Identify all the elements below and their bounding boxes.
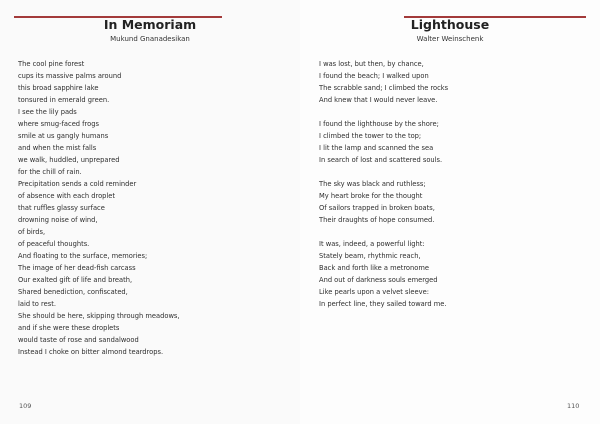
poem-line: The cool pine forest <box>18 60 85 68</box>
poem-line: Our exalted gift of life and breath, <box>18 276 133 284</box>
poem-line: I climbed the tower to the top; <box>319 132 422 140</box>
page-number: 109 <box>19 402 32 410</box>
poem-line: She should be here, skipping through meadows, <box>18 312 180 320</box>
poem-line: Precipitation sends a cold reminder <box>18 180 137 188</box>
poem-line: And floating to the surface, memories; <box>18 252 148 260</box>
poem-line: And out of darkness souls emerged <box>319 276 438 284</box>
poem-line: and when the mist falls <box>18 144 97 152</box>
poem-line: It was, indeed, a powerful light: <box>319 240 425 248</box>
poem-author: Mukund Gnanadesikan <box>110 35 190 43</box>
poem-body <box>18 58 180 358</box>
poem-title: Lighthouse <box>410 17 490 32</box>
poem-line: and if she were these droplets <box>18 324 120 332</box>
poem-line: Of sailors trapped in broken boats, <box>319 204 435 212</box>
poem-line: for the chill of rain. <box>18 168 82 176</box>
stanza-break <box>319 226 448 238</box>
poem-line: of absence with each droplet <box>18 192 116 200</box>
poem-line: cups its massive palms around <box>18 72 122 80</box>
poem-line: where smug-faced frogs <box>18 120 99 128</box>
poem-line: would taste of rose and sandalwood <box>18 336 139 344</box>
poem-line: The image of her dead-fish carcass <box>18 264 136 272</box>
poem-line: In perfect line, they sailed toward me. <box>319 300 447 308</box>
poem-line: The scrabble sand; I climbed the rocks <box>319 84 449 92</box>
poem-line: And knew that I would never leave. <box>319 96 438 104</box>
poem-line: Back and forth like a metronome <box>319 264 429 272</box>
poem-line: I see the lily pads <box>18 108 77 116</box>
poem-line: of birds, <box>18 228 46 236</box>
poem-body <box>319 58 448 310</box>
poem-line: Their draughts of hope consumed. <box>319 216 435 224</box>
poem-line: tonsured in emerald green. <box>18 96 110 104</box>
page-number: 110 <box>567 402 580 410</box>
poem-line: drowning noise of wind, <box>18 216 98 224</box>
poem-line: Stately beam, rhythmic reach, <box>319 252 421 260</box>
poem-line: I was lost, but then, by chance, <box>319 60 424 68</box>
poem-line: I lit the lamp and scanned the sea <box>319 144 434 152</box>
poem-author: Walter Weinschenk <box>416 35 484 43</box>
poem-line: this broad sapphire lake <box>18 84 99 92</box>
poem-line: Shared benediction, confiscated, <box>18 288 128 296</box>
poem-line: Like pearls upon a velvet sleeve: <box>319 288 429 296</box>
poem-line: that ruffles glassy surface <box>18 204 105 212</box>
poem-line: In search of lost and scattered souls. <box>319 156 443 164</box>
poem-line: I found the lighthouse by the shore; <box>319 120 439 128</box>
stanza-break <box>319 166 448 178</box>
poem-line: smile at us gangly humans <box>18 132 109 140</box>
stanza-break <box>319 106 448 118</box>
poem-line: Instead I choke on bitter almond teardrops. <box>18 348 164 356</box>
poem-line: My heart broke for the thought <box>319 192 423 200</box>
poem-line: I found the beach; I walked upon <box>319 72 429 80</box>
poem-line: we walk, huddled, unprepared <box>18 156 120 164</box>
poem-line: laid to rest. <box>18 300 56 308</box>
poem-line: of peaceful thoughts. <box>18 240 90 248</box>
poem-line: The sky was black and ruthless; <box>319 180 426 188</box>
poem-title: In Memoriam <box>103 17 197 32</box>
